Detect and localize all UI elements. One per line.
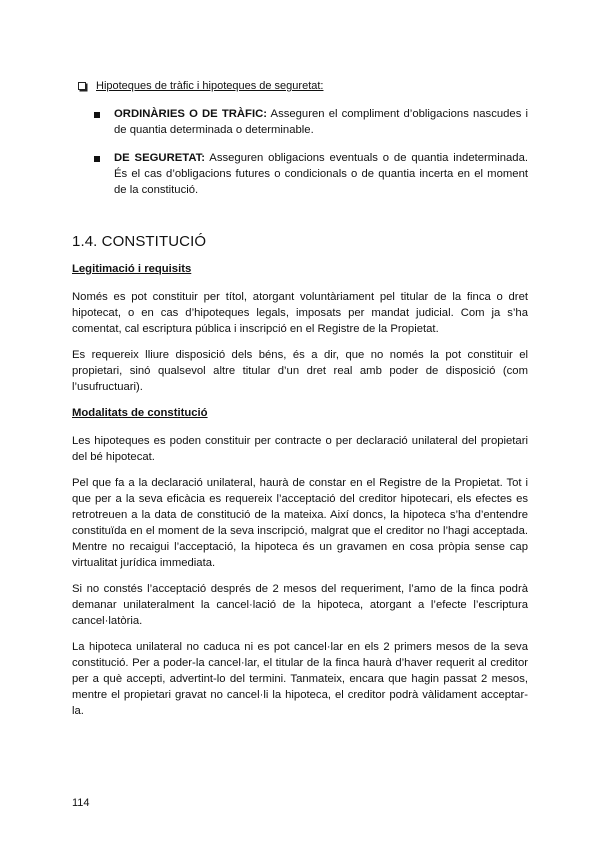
paragraph: Només es pot constituir per títol, atorgant voluntàriament pel titular de la finca o dret hipotecat, o en cas d’hipoteques legals, imposats per mandat judicial. Com ja s’ha comentat, cal escriptura pública i inscripció en el Registre de la Propietat. xyxy=(72,291,528,335)
bullet-description: Asseguren el compliment d’obligacions nascudes i de quantia determinada o determinable. xyxy=(114,108,528,136)
paragraph: Es requereix lliure disposició dels béns, és a dir, que no només la pot constituir el propietari, sinó qualsevol altre titular d’un dret real amb poder de disposició (com l’usufructuari). xyxy=(72,349,528,393)
bullet-text xyxy=(114,150,528,198)
checkbox-bullet-icon xyxy=(78,82,86,90)
bullet-item xyxy=(94,150,528,198)
bullet-text xyxy=(114,106,528,138)
document-page xyxy=(72,78,528,719)
square-bullet-icon xyxy=(94,112,100,118)
list-heading: Hipoteques de tràfic i hipoteques de seguretat: xyxy=(96,80,324,92)
page-number: 114 xyxy=(72,797,90,809)
bullet-item xyxy=(94,106,528,138)
list-heading-row xyxy=(78,78,528,94)
bullet-term: ORDINÀRIES O DE TRÀFIC: xyxy=(114,108,268,120)
subsection-heading: Modalitats de constitució xyxy=(72,407,208,419)
paragraph: Pel que fa a la declaració unilateral, haurà de constar en el Registre de la Propietat. Tot i que per a la seva eficàcia es requereix l’acceptació del creditor hipotecari, els efectes es retrotreuen a la data de constitució de la mateixa. Així doncs, la hipoteca s’ha d’entendre constituïda en el moment de la seva inscripció, malgrat que el creditor no l’hagi acceptada. Mentre no recaigui l’acceptació, la hipoteca és un gravamen en cosa pròpia sense cap virtualitat jurídica immediata. xyxy=(72,477,528,569)
paragraph: Les hipoteques es poden constituir per contracte o per declaració unilateral del propietari del bé hipotecat. xyxy=(72,435,528,463)
square-bullet-icon xyxy=(94,156,100,162)
bullet-description: Asseguren obligacions eventuals o de quantia indeterminada. És el cas d’obligacions futures o condicionals o de quantia incerta en el moment de la constitució. xyxy=(114,152,528,196)
paragraph: La hipoteca unilateral no caduca ni es pot cancel·lar en els 2 primers mesos de la seva constitució. Per a poder-la cancel·lar, el titular de la finca haurà d’haver requerit al creditor per a què accepti, advertint-lo del termini. Tanmateix, encara que hagin passat 2 mesos, mentre el propietari gravat no cancel·li la hipoteca, el creditor podrà vàlidament acceptar-la. xyxy=(72,641,528,717)
bullet-term: DE SEGURETAT: xyxy=(114,152,206,164)
subsection-heading: Legitimació i requisits xyxy=(72,263,192,275)
paragraph: Si no constés l’acceptació després de 2 mesos del requeriment, l’amo de la finca podrà demanar unilateralment la cancel·lació de la hipoteca, atorgant a l’efecte l’escriptura cancel·latòria. xyxy=(72,583,528,627)
section-title: 1.4. CONSTITUCIÓ xyxy=(72,233,207,250)
